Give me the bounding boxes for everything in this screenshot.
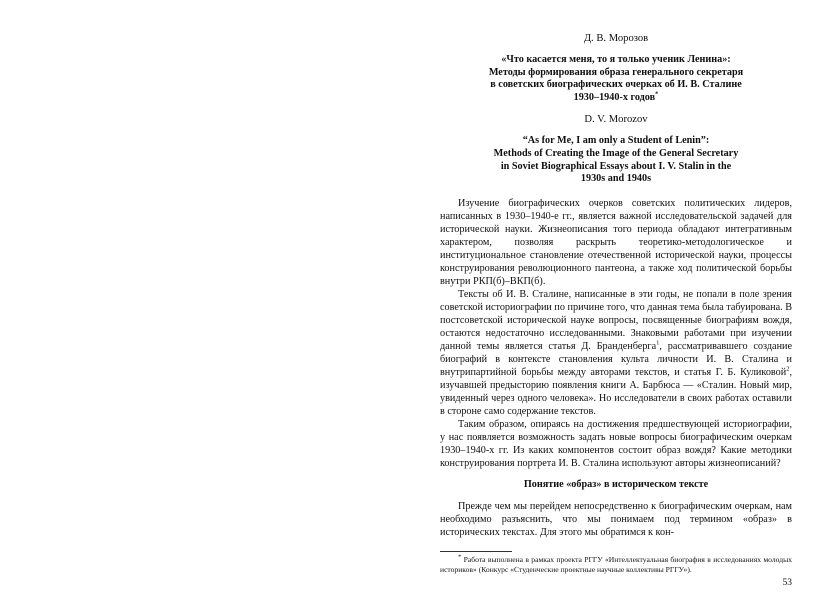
title-footnote-mark: *	[655, 90, 659, 98]
title-en-line-4: 1930s and 1940s	[580, 173, 652, 185]
title-en-line-2: Methods of Creating the Image of the General Secretary	[493, 147, 739, 159]
section-heading: Понятие «образ» в историческом тексте	[523, 478, 709, 490]
footnote-mark: *	[458, 553, 462, 561]
title-en-line-3: in Soviet Biographical Essays about I. V. Stalin in the	[500, 160, 732, 172]
footnote-ref-2: 2	[786, 365, 790, 373]
title-ru-line-2: Методы формирования образа генерального секретаря	[488, 66, 744, 78]
footnote-ref-1: 1	[656, 339, 660, 347]
page-number: 53	[782, 577, 792, 588]
paragraph-2-part-b: , рассматривавшего создание биографий в контексте становления культа личности И. В. Сталина и внутрипартийной борьбы между авторами текстов, и статья Г. Б. Куликовой	[440, 340, 792, 378]
paragraph-2	[440, 288, 792, 418]
text-column	[440, 30, 792, 590]
paragraph-4: Прежде чем мы перейдем непосредственно к биографическим очеркам, нам необходимо разъяснить, что мы понимаем под термином «образ» в исторических текстах. Для этого мы обратимся к кон-	[440, 500, 792, 538]
footnote-divider	[440, 551, 512, 552]
title-ru-line-4	[440, 92, 792, 105]
footnote-text: Работа выполнена в рамках проекта РГГУ «Интеллектуальная биография в исследованиях молодых историков» (Конкурс «Студенческие проектные научные коллективы РГГУ»).	[440, 554, 792, 574]
author-ru: Д. В. Морозов	[583, 33, 649, 44]
title-ru	[440, 54, 792, 104]
paragraph-2-part-c: , изучавшей предысторию появления книги А. Барбюса — «Сталин. Новый мир, увиденный через одного человека». Но исследователи в своих работах оставили в стороне само содержание текстов.	[440, 366, 792, 417]
footnote	[440, 555, 792, 575]
paragraph-1: Изучение биографических очерков советских политических лидеров, написанных в 1930–1940-е гг., является важной исследовательской задачей для исторической науки. Жизнеописания того периода обладают интегративным характером, позволяя раскрыть теоретико-методологическое и институциональное становление отечественной исторической науки, процессы конструирования революционного пантеона, а также ход политической борьбы внутри РКП(б)–ВКП(б).	[440, 197, 792, 287]
title-ru-line-1: «Что касается меня, то я только ученик Ленина»:	[501, 54, 731, 65]
paragraph-2-part-a: Тексты об И. В. Сталине, написанные в эти годы, не попали в поле зрения советской историографии по причине того, что данная тема была табуирована. В постсоветской исторической науке вопросы, посвященные биографиям вождя, остаются недостаточно исследованными. Знаковыми работами при изучении данной темы является статья Д. Бранденберга	[440, 288, 792, 352]
author-en: D. V. Morozov	[584, 114, 648, 126]
body-text	[440, 197, 792, 539]
title-ru-line-4-text: 1930–1940-х годов	[573, 91, 656, 103]
title-en-line-1: “As for Me, I am only a Student of Lenin”:	[522, 135, 710, 147]
paragraph-3: Таким образом, опираясь на достижения предшествующей историографии, у нас появляется возможность задать новые вопросы биографическим очеркам 1930–1940-х гг. Из каких компонентов состоит образ вождя? Какие методики конструирования портрета И. В. Сталина используют авторы жизнеописаний?	[440, 418, 792, 469]
title-ru-line-3: в советских биографических очерках об И. В. Сталине	[490, 79, 742, 91]
title-en	[440, 135, 792, 185]
